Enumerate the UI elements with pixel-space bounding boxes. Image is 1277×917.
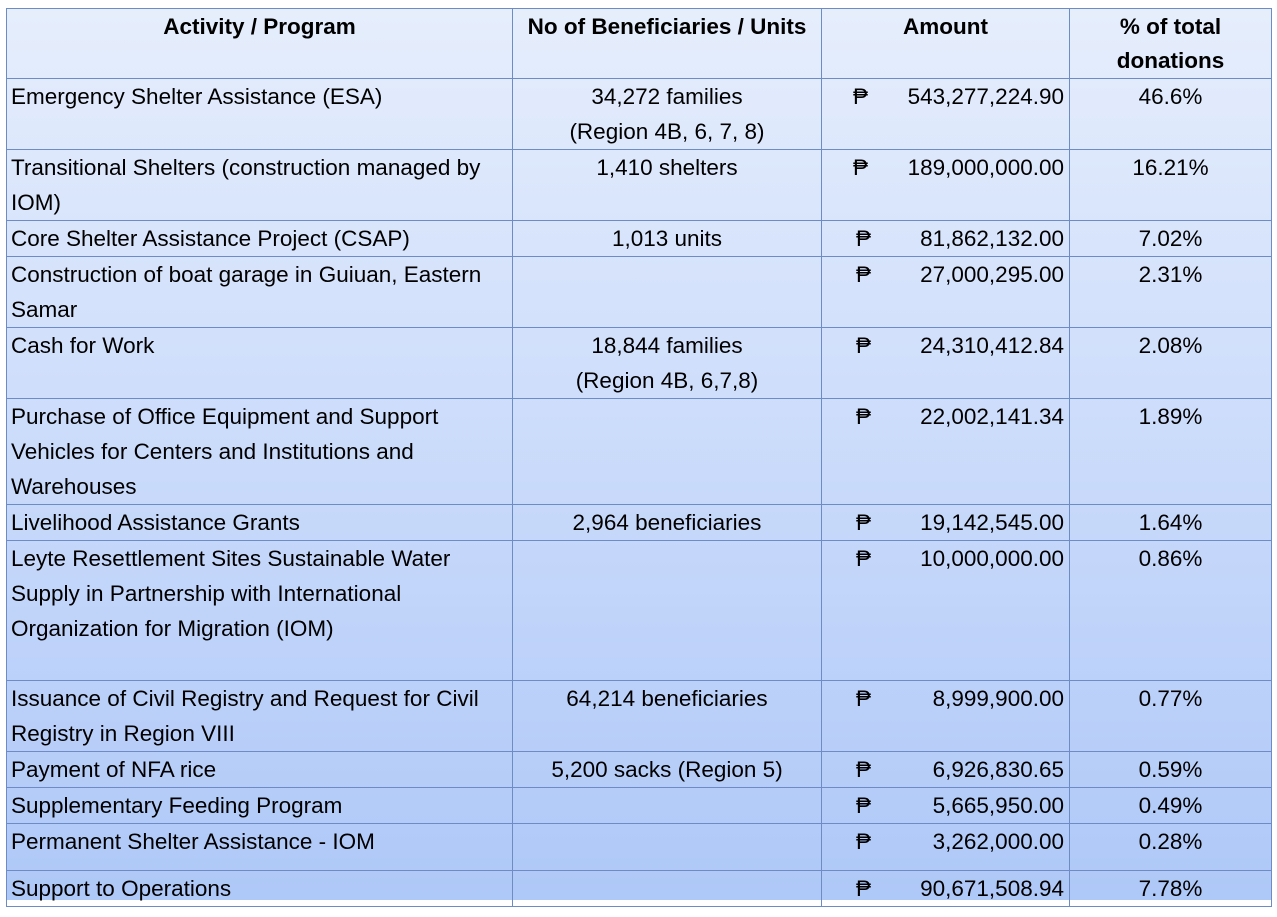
percent-cell: 7.78% xyxy=(1070,871,1272,907)
peso-sign: ₱ xyxy=(856,404,872,429)
activity-cell: Construction of boat garage in Guiuan, Eastern Samar xyxy=(7,257,513,328)
amount-cell xyxy=(822,752,1070,788)
activity-cell: Transitional Shelters (construction managed by IOM) xyxy=(7,150,513,221)
amount-cell xyxy=(822,399,1070,505)
amount-value: 90,671,508.94 xyxy=(920,876,1064,901)
percent-cell: 7.02% xyxy=(1070,221,1272,257)
amount-value: 27,000,295.00 xyxy=(920,262,1064,287)
peso-sign: ₱ xyxy=(856,686,872,711)
activity-cell: Supplementary Feeding Program xyxy=(7,788,513,824)
table-row xyxy=(7,681,1272,752)
peso-sign: ₱ xyxy=(853,155,869,180)
percent-cell: 2.31% xyxy=(1070,257,1272,328)
beneficiaries-cell: 1,410 shelters xyxy=(513,150,822,221)
percent-cell: 0.49% xyxy=(1070,788,1272,824)
beneficiaries-cell: 18,844 families (Region 4B, 6,7,8) xyxy=(513,328,822,399)
activity-cell: Livelihood Assistance Grants xyxy=(7,505,513,541)
header-row xyxy=(7,9,1272,79)
peso-sign: ₱ xyxy=(856,757,872,782)
table-row xyxy=(7,871,1272,907)
percent-cell: 0.59% xyxy=(1070,752,1272,788)
peso-sign: ₱ xyxy=(856,793,872,818)
amount-value: 22,002,141.34 xyxy=(920,404,1064,429)
peso-sign: ₱ xyxy=(856,262,872,287)
table-row xyxy=(7,824,1272,871)
amount-value: 5,665,950.00 xyxy=(932,793,1064,818)
activity-cell: Emergency Shelter Assistance (ESA) xyxy=(7,79,513,150)
amount-cell xyxy=(822,221,1070,257)
percent-cell: 16.21% xyxy=(1070,150,1272,221)
table-row xyxy=(7,788,1272,824)
activity-cell: Purchase of Office Equipment and Support Vehicles for Centers and Institutions and Warehouses xyxy=(7,399,513,505)
beneficiaries-cell xyxy=(513,824,822,871)
amount-cell xyxy=(822,150,1070,221)
activity-cell: Issuance of Civil Registry and Request for Civil Registry in Region VIII xyxy=(7,681,513,752)
amount-value: 3,262,000.00 xyxy=(932,829,1064,854)
table-row xyxy=(7,505,1272,541)
beneficiaries-cell xyxy=(513,541,822,681)
header-amount: Amount xyxy=(822,9,1070,79)
amount-value: 8,999,900.00 xyxy=(932,686,1064,711)
amount-cell xyxy=(822,541,1070,681)
table-row xyxy=(7,328,1272,399)
beneficiaries-cell xyxy=(513,871,822,907)
percent-cell: 0.28% xyxy=(1070,824,1272,871)
table-row xyxy=(7,257,1272,328)
table-row xyxy=(7,399,1272,505)
beneficiaries-cell xyxy=(513,257,822,328)
activity-cell: Cash for Work xyxy=(7,328,513,399)
peso-sign: ₱ xyxy=(856,510,872,535)
peso-sign: ₱ xyxy=(853,84,869,109)
activity-cell: Support to Operations xyxy=(7,871,513,907)
percent-cell: 1.64% xyxy=(1070,505,1272,541)
donations-table-container xyxy=(6,8,1271,900)
activity-cell: Permanent Shelter Assistance - IOM xyxy=(7,824,513,871)
amount-cell xyxy=(822,681,1070,752)
table-row xyxy=(7,752,1272,788)
percent-cell: 1.89% xyxy=(1070,399,1272,505)
beneficiaries-cell: 2,964 beneficiaries xyxy=(513,505,822,541)
amount-cell xyxy=(822,79,1070,150)
beneficiaries-cell: 1,013 units xyxy=(513,221,822,257)
peso-sign: ₱ xyxy=(856,226,872,251)
header-percent: % of total donations xyxy=(1070,9,1272,79)
beneficiaries-cell xyxy=(513,399,822,505)
peso-sign: ₱ xyxy=(856,333,872,358)
beneficiaries-cell: 34,272 families (Region 4B, 6, 7, 8) xyxy=(513,79,822,150)
amount-value: 10,000,000.00 xyxy=(920,546,1064,571)
header-beneficiaries: No of Beneficiaries / Units xyxy=(513,9,822,79)
table-row xyxy=(7,150,1272,221)
amount-value: 189,000,000.00 xyxy=(907,155,1064,180)
peso-sign: ₱ xyxy=(856,829,872,854)
percent-cell: 0.77% xyxy=(1070,681,1272,752)
amount-cell xyxy=(822,871,1070,907)
amount-value: 543,277,224.90 xyxy=(907,84,1064,109)
activity-cell: Core Shelter Assistance Project (CSAP) xyxy=(7,221,513,257)
amount-value: 19,142,545.00 xyxy=(920,510,1064,535)
amount-cell xyxy=(822,788,1070,824)
amount-cell xyxy=(822,257,1070,328)
header-activity: Activity / Program xyxy=(7,9,513,79)
table-row xyxy=(7,221,1272,257)
table-row xyxy=(7,79,1272,150)
peso-sign: ₱ xyxy=(856,876,872,901)
percent-cell: 0.86% xyxy=(1070,541,1272,681)
beneficiaries-cell xyxy=(513,788,822,824)
amount-cell xyxy=(822,505,1070,541)
donations-table xyxy=(6,8,1272,907)
amount-value: 6,926,830.65 xyxy=(932,757,1064,782)
percent-cell: 2.08% xyxy=(1070,328,1272,399)
peso-sign: ₱ xyxy=(856,546,872,571)
beneficiaries-cell: 5,200 sacks (Region 5) xyxy=(513,752,822,788)
table-row xyxy=(7,541,1272,681)
amount-cell xyxy=(822,824,1070,871)
amount-value: 24,310,412.84 xyxy=(920,333,1064,358)
activity-cell: Payment of NFA rice xyxy=(7,752,513,788)
amount-cell xyxy=(822,328,1070,399)
amount-value: 81,862,132.00 xyxy=(920,226,1064,251)
percent-cell: 46.6% xyxy=(1070,79,1272,150)
beneficiaries-cell: 64,214 beneficiaries xyxy=(513,681,822,752)
activity-cell: Leyte Resettlement Sites Sustainable Water Supply in Partnership with International Organization for Migration (IOM) xyxy=(7,541,513,681)
